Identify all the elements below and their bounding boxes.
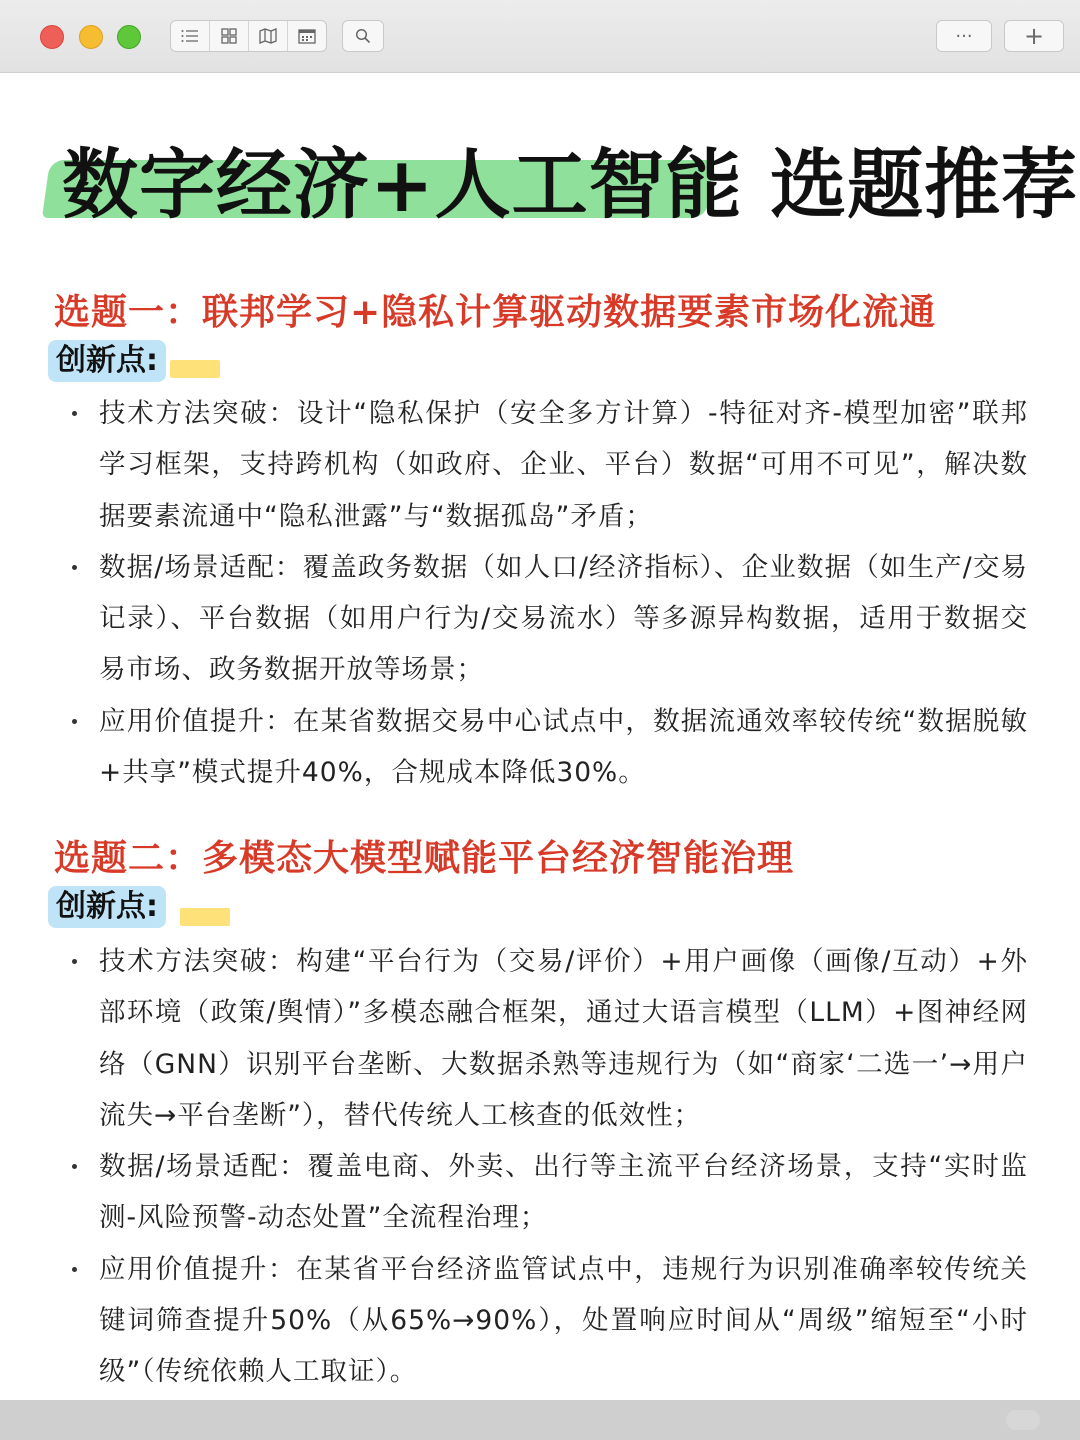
list-item <box>0 1141 1080 1244</box>
bullet-text: 数据/场景适配：覆盖电商、外卖、出行等主流平台经济场景，支持“实时监测-风险预警-动态处置”全流程治理； <box>99 1151 1028 1234</box>
bullet-dot <box>72 411 77 416</box>
bullet-dot <box>72 565 77 570</box>
page-title: 数字经济+人工智能 选题推荐 <box>62 140 1079 229</box>
bullet-dot <box>72 719 77 724</box>
view-mode-segmented-control <box>170 20 327 52</box>
close-window-button[interactable] <box>40 25 64 49</box>
bullet-dot <box>72 1267 77 1272</box>
grid-view-button[interactable] <box>210 21 249 51</box>
bullet-text: 技术方法突破：设计“隐私保护（安全多方计算）-特征对齐-模型加密”联邦学习框架，支持跨机构（如政府、企业、平台）数据“可用不可见”，解决数据要素流通中“隐私泄露”与“数据孤岛”矛盾； <box>99 398 1028 532</box>
search-button[interactable] <box>342 20 384 52</box>
bullet-text: 数据/场景适配：覆盖政务数据（如人口/经济指标）、企业数据（如生产/交易记录）、平台数据（如用户行为/交易流水）等多源异构数据，适用于数据交易市场、政务数据开放等场景； <box>99 551 1028 686</box>
more-options-button[interactable] <box>936 20 992 52</box>
search-icon <box>355 28 371 44</box>
calendar-icon <box>298 28 316 44</box>
bullet-dot <box>72 1164 77 1169</box>
list-item <box>0 1244 1080 1398</box>
list-item <box>0 542 1080 696</box>
bottom-bar <box>0 1400 1080 1440</box>
bullet-text: 应用价值提升：在某省数据交易中心试点中，数据流通效率较传统“数据脱敏+共享”模式提升40%，合规成本降低30%。 <box>99 705 1028 789</box>
bullet-text: 技术方法突破：构建“平台行为（交易/评价）+用户画像（画像/互动）+外部环境（政策/舆情）”多模态融合框架，通过大语言模型（LLM）+图神经网络（GNN）识别平台垄断、大数据杀熟等违规行为（如“商家‘二选一’→用户流失→平台垄断”），替代传统人工核查的低效性； <box>99 946 1028 1131</box>
innovation-marker <box>180 908 230 926</box>
list-item <box>0 696 1080 799</box>
list-item <box>0 388 1080 542</box>
grid-icon <box>221 28 237 44</box>
innovation-list <box>0 388 1080 798</box>
bullet-dot <box>72 959 77 964</box>
innovation-marker <box>170 360 220 378</box>
innovation-label: 创新点: <box>48 886 166 928</box>
map-view-button[interactable] <box>249 21 288 51</box>
plus-icon: + <box>1023 22 1045 50</box>
innovation-label: 创新点: <box>48 340 166 382</box>
list-icon <box>181 29 199 43</box>
calendar-view-button[interactable] <box>288 21 326 51</box>
more-icon: ··· <box>955 25 973 47</box>
topic-title: 选题一：联邦学习+隐私计算驱动数据要素市场化流通 <box>54 292 937 333</box>
minimize-window-button[interactable] <box>79 25 103 49</box>
watermark-badge <box>1006 1410 1040 1430</box>
topic-title: 选题二：多模态大模型赋能平台经济智能治理 <box>54 838 795 879</box>
bullet-text: 应用价值提升：在某省平台经济监管试点中，违规行为识别准确率较传统关键词筛查提升50%（从65%→90%），处置响应时间从“周级”缩短至“小时级”（传统依赖人工取证）。 <box>99 1253 1028 1388</box>
page-title-block <box>0 118 1080 238</box>
list-view-button[interactable] <box>171 21 210 51</box>
add-button[interactable] <box>1004 20 1064 52</box>
innovation-list <box>0 936 1080 1398</box>
window-titlebar <box>0 0 1080 73</box>
map-icon <box>259 28 277 44</box>
zoom-window-button[interactable] <box>117 25 141 49</box>
list-item <box>0 936 1080 1141</box>
